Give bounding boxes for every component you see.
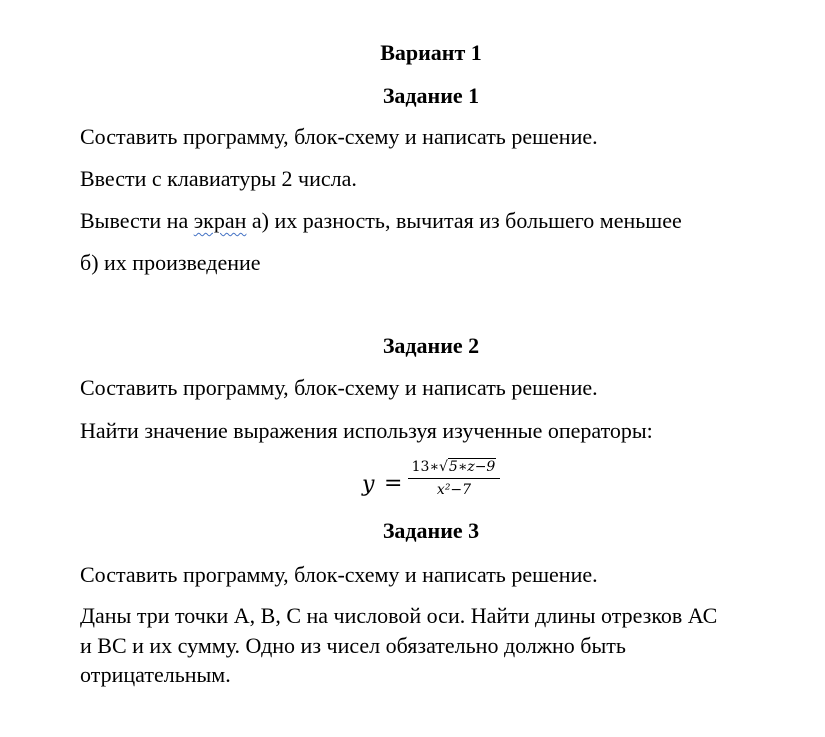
formula-denominator: x²−7 (436, 482, 472, 498)
task3-para-line3: отрицательным. (80, 662, 231, 687)
task1-line4: б) их произведение (80, 250, 261, 275)
task3-para-line1: Даны три точки А, В, С на числовой оси. Найти длины отрезков АС (80, 603, 718, 628)
formula (362, 456, 562, 508)
task1-line3-before: Вывести на (80, 208, 194, 233)
formula-equals: = (384, 471, 403, 496)
task3-line1: Составить программу, блок-схему и написать решение. (80, 562, 598, 587)
formula-fraction (406, 456, 502, 501)
task1-line2: Ввести с клавиатуры 2 числа. (80, 166, 357, 191)
task2-title: Задание 2 (382, 333, 480, 358)
task3-title: Задание 3 (382, 518, 480, 543)
task2-line2: Найти значение выражения используя изученные операторы: (80, 418, 653, 443)
spellcheck-marked-word[interactable]: экран (193, 208, 247, 233)
formula-lhs: y (362, 472, 375, 497)
formula-num-prefix: 13∗√ (411, 459, 448, 475)
variant-title: Вариант 1 (380, 40, 482, 65)
task1-title: Задание 1 (382, 83, 480, 108)
task3-para-line2: и ВС и их сумму. Одно из чисел обязательно должно быть (80, 633, 626, 658)
task2-line1: Составить программу, блок-схему и написать решение. (80, 375, 598, 400)
formula-radicand: 5∗z−9 (448, 459, 496, 475)
task1-line3-after: а) их разность, вычитая из большего меньшее (246, 208, 682, 233)
formula-numerator (406, 456, 502, 478)
task1-line3 (80, 208, 682, 234)
task1-line1: Составить программу, блок-схему и написать решение. (80, 124, 598, 149)
